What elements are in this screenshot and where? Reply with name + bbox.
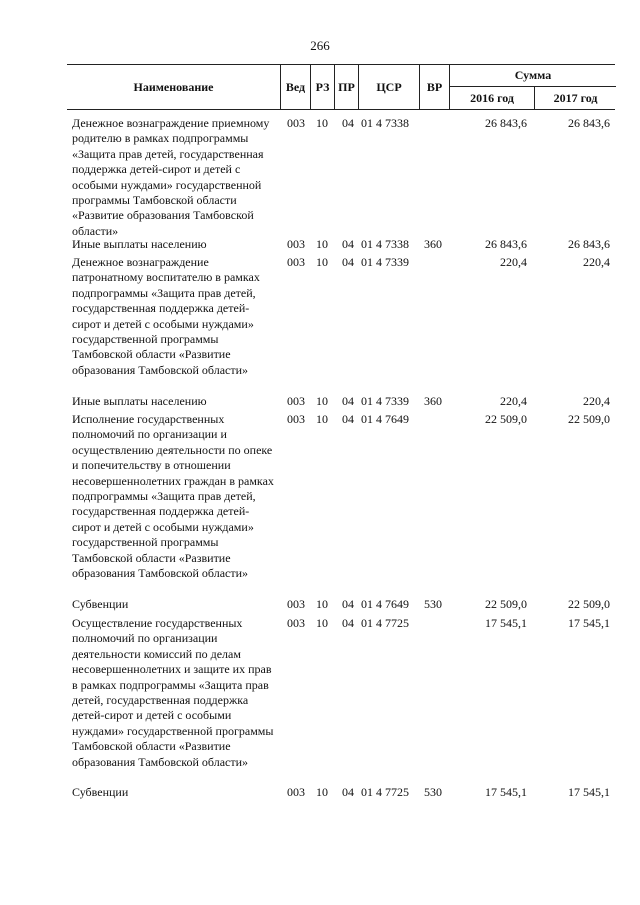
header-sum: Сумма: [450, 65, 616, 87]
row-name: Осуществление государственных полномочий по организации деятельности комиссий по делам несовершеннолетних и защите их прав в рамках подпрограммы «Защита прав детей, государственная поддержка детей-сирот и детей с особыми нуждами» государственной программы Тамбовской области «Развитие образования Тамбовской области»: [72, 616, 274, 769]
row-sum-2016: 17 545,1: [485, 785, 527, 799]
row-sum-2017: 17 545,1: [568, 616, 610, 630]
row-pr: 04: [342, 597, 354, 611]
header-ved: Вед: [280, 65, 310, 109]
row-name: Субвенции: [72, 597, 129, 611]
header-sum-group: [449, 65, 615, 109]
row-ved: 003: [287, 412, 305, 426]
row-csr: 01 4 7725: [361, 616, 409, 630]
row-pr: 04: [342, 255, 354, 269]
row-csr: 01 4 7339: [361, 255, 409, 269]
row-pr: 04: [342, 616, 354, 630]
row-pr: 04: [342, 785, 354, 799]
row-sum-2017: 220,4: [583, 394, 610, 408]
header-rz: РЗ: [310, 65, 334, 109]
row-ved: 003: [287, 394, 305, 408]
page-number: 266: [310, 38, 330, 53]
row-ved: 003: [287, 255, 305, 269]
table-header: [67, 64, 615, 110]
row-sum-2016: 17 545,1: [485, 616, 527, 630]
row-name: Субвенции: [72, 785, 129, 799]
row-sum-2017: 26 843,6: [568, 237, 610, 251]
row-rz: 10: [316, 597, 328, 611]
row-vr: 360: [424, 394, 442, 408]
row-csr: 01 4 7338: [361, 116, 409, 130]
row-csr: 01 4 7649: [361, 597, 409, 611]
row-ved: 003: [287, 237, 305, 251]
row-csr: 01 4 7649: [361, 412, 409, 426]
row-vr: 530: [424, 597, 442, 611]
row-sum-2017: 26 843,6: [568, 116, 610, 130]
row-rz: 10: [316, 255, 328, 269]
header-name: Наименование: [133, 79, 214, 94]
row-csr: 01 4 7725: [361, 785, 409, 799]
header-pr: ПР: [334, 65, 358, 109]
row-ved: 003: [287, 616, 305, 630]
row-vr: 530: [424, 785, 442, 799]
row-name: Иные выплаты населению: [72, 394, 207, 408]
row-csr: 01 4 7338: [361, 237, 409, 251]
row-name: Денежное вознаграждение патронатному воспитателю в рамках подпрограммы «Защита прав детей, государственная поддержка детей-сирот и детей с особыми нуждами» государственной программы Тамбовской области «Развитие образования Тамбовской области»: [72, 255, 260, 377]
header-vr: ВР: [419, 65, 449, 109]
row-ved: 003: [287, 785, 305, 799]
row-pr: 04: [342, 412, 354, 426]
row-sum-2017: 22 509,0: [568, 597, 610, 611]
row-pr: 04: [342, 116, 354, 130]
row-rz: 10: [316, 412, 328, 426]
header-csr: ЦСР: [358, 65, 419, 109]
row-name: Денежное вознаграждение приемному родителю в рамках подпрограммы «Защита прав детей, государственная поддержка детей-сирот и детей с особыми нуждами» государственной программы Тамбовской области «Развитие образования Тамбовской области»: [72, 116, 270, 238]
row-sum-2016: 22 509,0: [485, 597, 527, 611]
row-pr: 04: [342, 237, 354, 251]
row-vr: 360: [424, 237, 442, 251]
row-rz: 10: [316, 785, 328, 799]
row-rz: 10: [316, 237, 328, 251]
row-ved: 003: [287, 597, 305, 611]
row-rz: 10: [316, 116, 328, 130]
row-sum-2017: 220,4: [583, 255, 610, 269]
row-sum-2016: 26 843,6: [485, 237, 527, 251]
header-year-2017: 2017 год: [534, 87, 616, 109]
header-year-2016: 2016 год: [470, 90, 514, 105]
row-sum-2017: 22 509,0: [568, 412, 610, 426]
row-sum-2016: 26 843,6: [485, 116, 527, 130]
row-name: Исполнение государственных полномочий по организации и осуществлению деятельности по опеке и попечительству в отношении несовершеннолетних граждан в рамках подпрограммы «Защита прав детей, государственная поддержка детей-сирот и детей с особыми нуждами» государственной программы Тамбовской области «Развитие образования Тамбовской области»: [72, 412, 274, 581]
row-ved: 003: [287, 116, 305, 130]
row-sum-2016: 220,4: [500, 255, 527, 269]
row-pr: 04: [342, 394, 354, 408]
row-sum-2016: 22 509,0: [485, 412, 527, 426]
row-csr: 01 4 7339: [361, 394, 409, 408]
row-name: Иные выплаты населению: [72, 237, 207, 251]
row-sum-2016: 220,4: [500, 394, 527, 408]
row-rz: 10: [316, 394, 328, 408]
row-sum-2017: 17 545,1: [568, 785, 610, 799]
row-rz: 10: [316, 616, 328, 630]
